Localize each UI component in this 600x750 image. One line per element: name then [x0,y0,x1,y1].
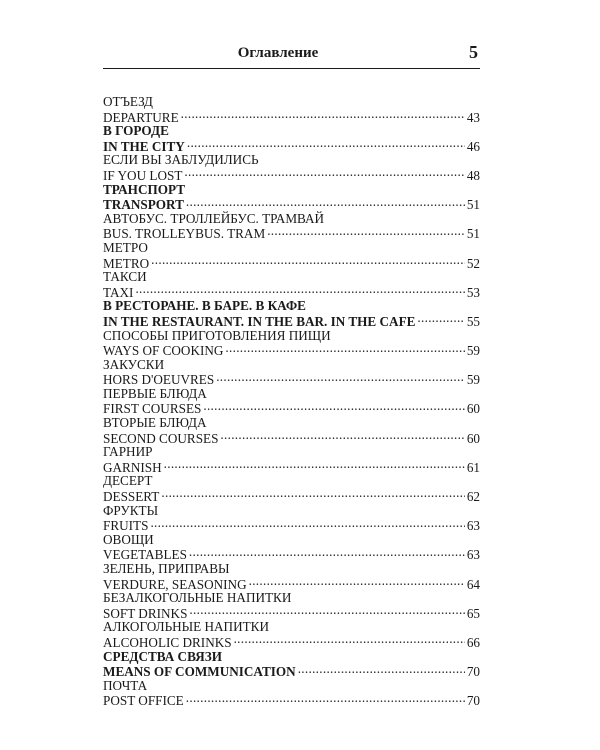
toc-entry-text: IF YOU LOST [103,167,183,183]
toc-page-number: 70 [466,664,480,680]
dot-leader [135,285,464,297]
toc-entry-russian [103,153,480,168]
toc-page-number: 48 [466,167,480,183]
dot-leader [187,139,465,151]
toc-entry-text: СРЕДСТВА СВЯЗИ [103,648,222,664]
toc-entry-english [103,518,480,533]
toc-entry-text: METRO [103,255,150,271]
toc-entry-text: SECOND COURSES [103,430,219,446]
toc-entry-english [103,577,480,592]
toc-entry-russian [103,241,480,256]
toc-entry-russian [103,650,480,665]
toc-entry-english [103,110,480,125]
toc-entry-russian [103,474,480,489]
toc-entry-english [103,314,480,329]
dot-leader [161,489,464,501]
dot-leader [164,460,465,472]
toc-entry-english [103,139,480,154]
toc-entry-text: ПЕРВЫЕ БЛЮДА [103,385,207,401]
dot-leader [267,226,465,238]
toc-entry-english [103,547,480,562]
toc-entry-text: FIRST COURSES [103,401,202,417]
toc-entry-text: TAXI [103,284,134,300]
toc-entry-text: HORS D'OEUVRES [103,372,215,388]
toc-page-number: 63 [466,518,480,534]
toc-entry-text: ОВОЩИ [103,531,154,547]
toc-page-number: 51 [466,197,480,213]
toc-entry-text: SOFT DRINKS [103,605,188,621]
toc-entry-text: DEPARTURE [103,109,179,125]
toc-page-number: 62 [466,489,480,505]
toc-page-number: 59 [466,372,480,388]
toc-entry-text: АЛКОГОЛЬНЫЕ НАПИТКИ [103,619,269,635]
toc-entry-english [103,256,480,271]
toc-entry-text: VERDURE, SEASONING [103,576,247,592]
toc-entry-english [103,693,480,708]
dot-leader [186,197,465,209]
toc-entry-text: ЕСЛИ ВЫ ЗАБЛУДИЛИСЬ [103,152,259,168]
toc-entry-english [103,168,480,183]
toc-entry-english [103,343,480,358]
toc-entry-english [103,635,480,650]
toc-entry-russian [103,562,480,577]
toc-entry-russian [103,504,480,519]
toc-page-number: 43 [466,109,480,125]
running-header [103,42,480,69]
dot-leader [189,606,464,618]
toc-entry-text: IN THE CITY [103,138,185,154]
toc-entry-text: VEGETABLES [103,547,187,563]
toc-page-number: 46 [466,138,480,154]
toc-page-number: 61 [466,459,480,475]
toc-entry-russian [103,591,480,606]
toc-entry-text: В РЕСТОРАНЕ. В БАРЕ. В КАФЕ [103,298,306,314]
dot-leader [225,343,464,355]
toc-entry-text: В ГОРОДЕ [103,123,169,139]
toc-entry-text: BUS. TROLLEYBUS. TRAM [103,226,266,242]
toc-entry-russian [103,533,480,548]
toc-page-number: 60 [466,430,480,446]
toc-entry-text: ПОЧТА [103,677,148,693]
toc-entry-text: GARNISH [103,459,162,475]
toc-page-number: 60 [466,401,480,417]
header-title: Оглавление [237,45,319,61]
toc-page-number: 59 [466,343,480,359]
toc-entry-russian [103,95,480,110]
dot-leader [234,635,465,647]
dot-leader [298,664,465,676]
toc-entry-text: POST OFFICE [103,693,184,709]
dot-leader [203,401,464,413]
toc-page-number: 53 [466,284,480,300]
toc-entry-text: WAYS OF COOKING [103,343,224,359]
toc-entry-text: IN THE RESTAURANT. IN THE BAR. IN THE CAFE [103,313,416,329]
toc-entry-russian [103,270,480,285]
dot-leader [417,314,464,326]
toc-entry-english [103,606,480,621]
toc-entry-text: ALCOHOLIC DRINKS [103,634,232,650]
toc-entry-russian [103,299,480,314]
toc-entry-text: ТАКСИ [103,269,147,285]
toc-entry-russian [103,212,480,227]
toc-entry-russian [103,124,480,139]
toc-page-number: 52 [466,255,480,271]
toc-entry-text: ЗЕЛЕНЬ, ПРИПРАВЫ [103,561,230,576]
toc-entry-text: ГАРНИР [103,444,153,460]
toc-entry-text: TRANSPORT [103,197,184,213]
toc-entry-russian [103,416,480,431]
toc-page-number: 51 [466,226,480,242]
toc-entry-text: ДЕСЕРТ [103,473,153,489]
toc-entry-text: ВТОРЫЕ БЛЮДА [103,415,207,431]
dot-leader [186,693,465,705]
dot-leader [220,431,464,443]
dot-leader [189,547,465,559]
toc-entry-russian [103,358,480,373]
toc-entry-english [103,489,480,504]
page-number: 5 [469,42,478,62]
toc-entry-text: МЕТРО [103,239,148,255]
toc-entry-text: DESSERT [103,489,160,505]
toc-entry-english [103,226,480,241]
toc-entry-russian [103,679,480,694]
toc-entry-russian [103,183,480,198]
toc-page-number: 55 [466,313,480,329]
toc-entry-russian [103,387,480,402]
toc-entry-russian [103,329,480,344]
toc-page-number: 66 [466,634,480,650]
dot-leader [216,372,465,384]
toc-entry-text: MEANS OF COMMUNICATION [103,664,296,680]
toc-entry-english [103,197,480,212]
toc-entry-text: FRUITS [103,518,149,534]
toc-page-number: 65 [466,605,480,621]
toc-entry-english [103,372,480,387]
toc-entry-text: ТРАНСПОРТ [103,181,185,197]
toc-entry-english [103,285,480,300]
dot-leader [184,168,464,180]
toc-page-number: 63 [466,547,480,563]
toc-entry-russian [103,445,480,460]
dot-leader [181,110,465,122]
toc-entry-text: ФРУКТЫ [103,502,159,518]
toc-entry-english [103,401,480,416]
toc-entry-english [103,431,480,446]
toc-entry-english [103,664,480,679]
toc-entry-english [103,460,480,475]
toc-entry-text: АВТОБУС. ТРОЛЛЕЙБУС. ТРАМВАЙ [103,210,325,226]
table-of-contents [103,95,480,708]
dot-leader [150,518,464,530]
toc-entry-text: ОТЪЕЗД [103,94,153,109]
dot-leader [249,577,465,589]
toc-entry-text: БЕЗАЛКОГОЛЬНЫЕ НАПИТКИ [103,590,292,606]
toc-entry-text: ЗАКУСКИ [103,356,165,372]
toc-entry-text: СПОСОБЫ ПРИГОТОВЛЕНИЯ ПИЩИ [103,327,331,343]
toc-entry-russian [103,620,480,635]
dot-leader [151,256,465,268]
toc-page-number: 64 [466,576,480,592]
toc-page-number: 70 [466,693,480,709]
